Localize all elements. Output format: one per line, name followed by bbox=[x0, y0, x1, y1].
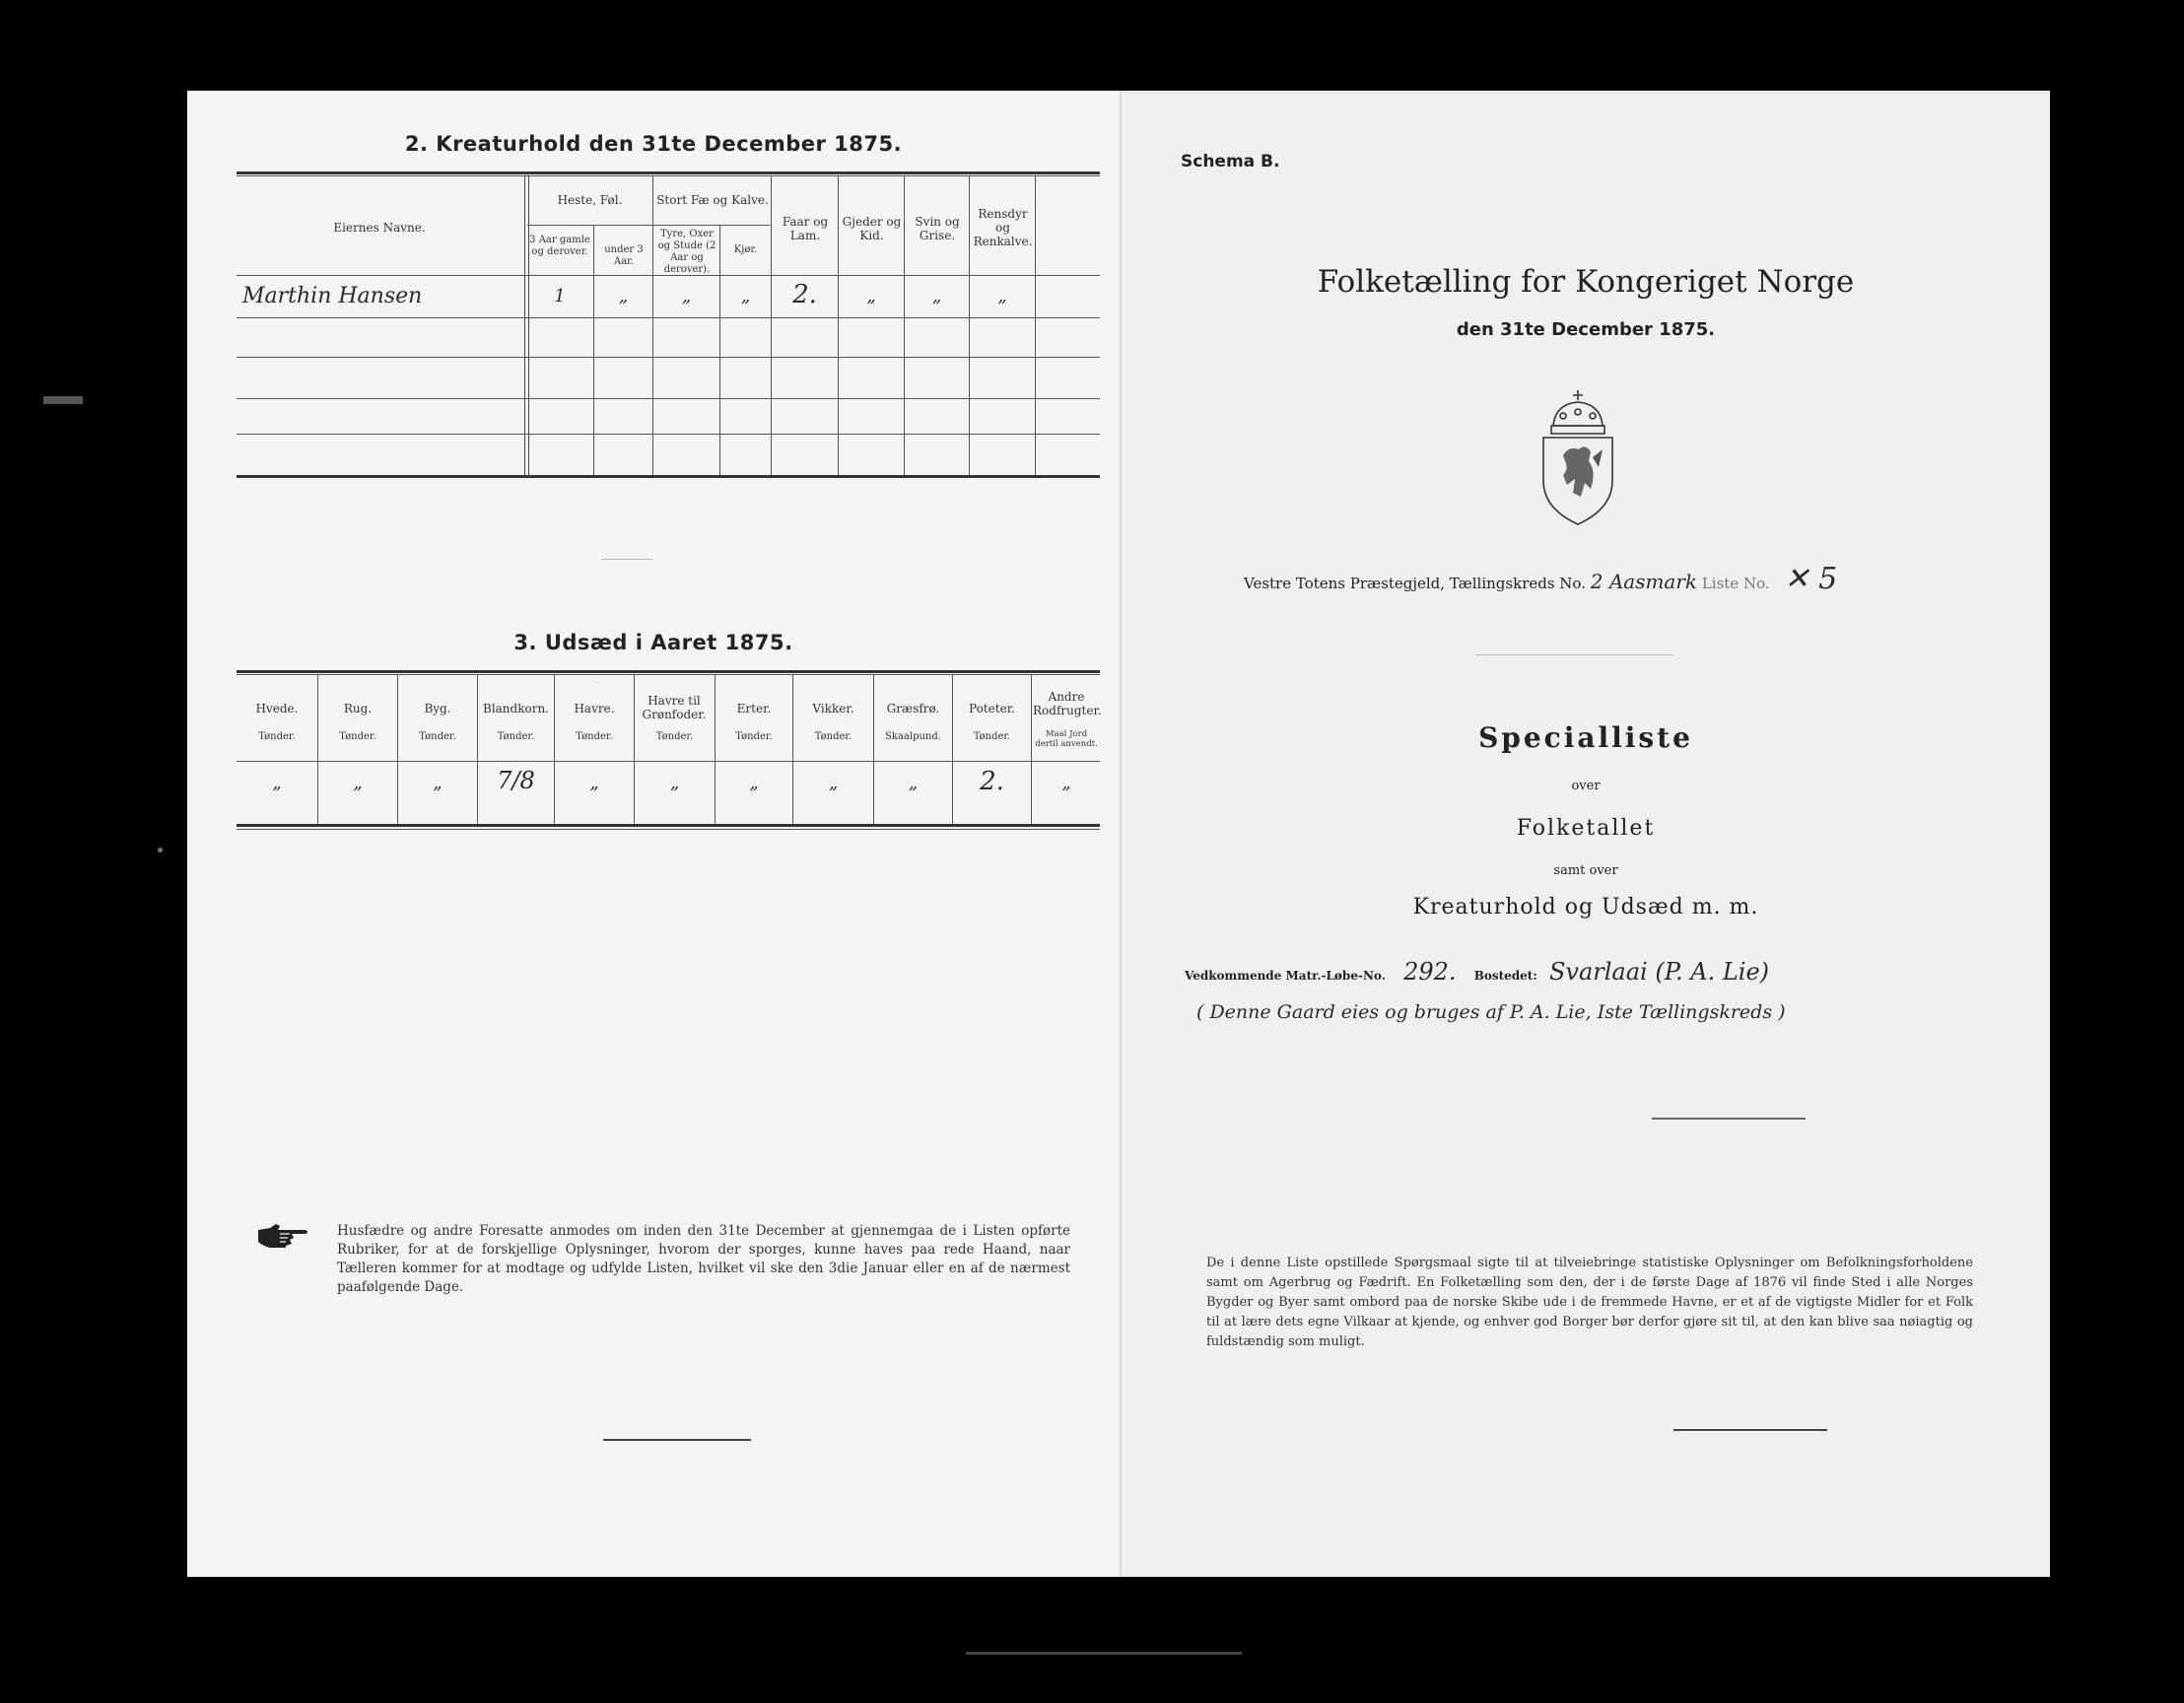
row-value: 1 bbox=[554, 286, 566, 307]
divider-rule-2 bbox=[1652, 1118, 1806, 1120]
liste-printed: Liste No. bbox=[1701, 575, 1770, 592]
table3-bottom-rule-2 bbox=[237, 829, 1100, 830]
table2-row-rule-3 bbox=[237, 398, 1100, 399]
udsaed-unit: Tønder. bbox=[973, 731, 1011, 742]
faint-mark bbox=[601, 559, 652, 560]
scan-artifact bbox=[158, 848, 163, 852]
udsaed-unit: Skaalpund. bbox=[885, 731, 941, 742]
udsaed-unit: Tønder. bbox=[576, 731, 613, 742]
udsaed-col-byg: Byg. bbox=[424, 702, 451, 715]
kreaturhold-title: Kreaturhold og Udsæd m. m. bbox=[1412, 895, 1759, 920]
col-header-under3: under 3 Aar. bbox=[604, 244, 644, 267]
udsaed-value: „ bbox=[433, 773, 443, 793]
col-header-svin: Svin og Grise. bbox=[915, 215, 960, 242]
section2-title: 2. Kreaturhold den 31te December 1875. bbox=[404, 132, 903, 156]
faint-mark bbox=[596, 682, 598, 683]
udsaed-value: „ bbox=[589, 773, 599, 793]
udsaed-unit: Tønder. bbox=[655, 731, 694, 742]
table2-vline bbox=[838, 175, 839, 475]
udsaed-value: „ bbox=[908, 773, 919, 793]
table3-vline bbox=[715, 674, 716, 824]
udsaed-col-andre: Andre Rodfrugter. bbox=[1033, 690, 1102, 717]
district-line bbox=[1244, 562, 1837, 596]
table2-row-rule-1 bbox=[237, 317, 1100, 318]
col-header-faar: Faar og Lam. bbox=[782, 215, 829, 242]
table2-sub-rule bbox=[527, 225, 770, 226]
udsaed-value: „ bbox=[828, 773, 839, 793]
col-header-3aar: 3 Aar gamle og derover. bbox=[529, 235, 590, 257]
table3-vline bbox=[634, 674, 635, 824]
udsaed-col-blandkorn: Blandkorn. bbox=[483, 702, 549, 715]
district-number-handwritten: 2 Aasmark bbox=[1590, 570, 1698, 593]
table2-vline bbox=[652, 175, 653, 475]
udsaed-col-havre: Havre. bbox=[574, 702, 615, 715]
bostedet-handwritten: Svarlaai (P. A. Lie) bbox=[1548, 958, 1770, 986]
table2-bottom-rule bbox=[237, 475, 1100, 478]
udsaed-unit: Tønder. bbox=[814, 731, 853, 742]
document-sheet bbox=[187, 91, 2048, 1577]
udsaed-value: „ bbox=[749, 773, 759, 793]
udsaed-col-havre-gronfoder: Havre til Grønfoder. bbox=[642, 694, 707, 721]
folketallet-title: Folketallet bbox=[1516, 816, 1656, 841]
row-value: „ bbox=[931, 286, 942, 307]
table2-vline bbox=[771, 175, 772, 475]
udsaed-unit: Tønder. bbox=[258, 731, 296, 742]
matr-line bbox=[1185, 958, 1769, 986]
table3-vline bbox=[792, 674, 793, 824]
specialliste-title: Specialliste bbox=[1478, 721, 1693, 754]
table3-header-rule bbox=[237, 761, 1100, 762]
table3-top-rule-2 bbox=[237, 674, 1100, 675]
row-value: „ bbox=[618, 286, 629, 307]
table3-bottom-rule bbox=[237, 824, 1100, 827]
table3-vline bbox=[397, 674, 398, 824]
udsaed-unit: Tønder. bbox=[497, 731, 535, 742]
udsaed-col-poteter: Poteter. bbox=[969, 702, 1015, 715]
liste-number-handwritten: ✕ 5 bbox=[1784, 562, 1838, 596]
udsaed-unit: Tønder. bbox=[339, 731, 376, 742]
udsaed-unit: Tønder. bbox=[735, 731, 773, 742]
row-value: „ bbox=[681, 286, 692, 307]
udsaed-value: „ bbox=[353, 773, 363, 793]
notice-text: Husfædre og andre Foresatte anmodes om inden den 31te December at gjennemgaa de i Listen opførte Rubriker, for at de forskjellige Oplysninger, hvorom der sporges, kunne haves paa rede Haand, naar Tælleren kommer for at modtage og udfylde Listen, hvilket vil ske den 3die Januar eller en af de nærmest paafølgende Dage. bbox=[337, 1223, 1070, 1295]
col-header-tyre: Tyre, Oxer og Stude (2 Aar og derover). bbox=[657, 229, 717, 275]
section3-title: 3. Udsæd i Aaret 1875. bbox=[513, 631, 793, 654]
table3-top-rule bbox=[237, 670, 1100, 673]
col-header-gjeder: Gjeder og Kid. bbox=[842, 215, 902, 242]
table2-top-rule-2 bbox=[237, 175, 1100, 176]
udsaed-col-graesfro: Græsfrø. bbox=[886, 702, 940, 715]
row-value: „ bbox=[740, 286, 751, 307]
coat-of-arms-icon bbox=[1534, 386, 1622, 528]
udsaed-col-rug: Rug. bbox=[343, 702, 373, 715]
bostedet-printed: Bostedet: bbox=[1473, 969, 1537, 983]
row-value: 2. bbox=[792, 280, 817, 309]
scan-artifact bbox=[43, 396, 83, 404]
table2-vline bbox=[904, 175, 905, 475]
udsaed-value: 2. bbox=[980, 767, 1004, 796]
right-page bbox=[1120, 91, 2050, 1577]
table2-vline bbox=[719, 225, 720, 475]
udsaed-col-vikker: Vikker. bbox=[812, 702, 854, 715]
udsaed-unit: Tønder. bbox=[419, 731, 456, 742]
udsaed-unit: Maal Jord dertil anvendt. bbox=[1035, 729, 1098, 749]
udsaed-col-erter: Erter. bbox=[736, 702, 772, 715]
udsaed-col-hvede: Hvede. bbox=[255, 702, 299, 715]
footer-text: De i denne Liste opstillede Spørgsmaal sigte til at tilveiebringe statistiske Oplysninger om Befolkningsforholdene samt om Agerbrug og Fædrift. En Folketælling som den, der i de første Dage af 1876 vil finde Sted i alle Norges Bygder og Byer samt ombord paa de norske Skibe ude i de fremmede Havne, er et af de vigtigste Midler for et Folk til at lære dets egne Vilkaar at kjende, og enhver god Borger bør derfor gjøre sit til, at den kan blive saa nøiagtig og fuldstændig som muligt. bbox=[1206, 1256, 1973, 1349]
main-title: Folketælling for Kongeriget Norge bbox=[1317, 264, 1855, 300]
table3-vline bbox=[317, 674, 318, 824]
table2-vline-owner bbox=[524, 175, 529, 477]
table2-vline bbox=[1035, 175, 1036, 475]
table2-vline bbox=[969, 175, 970, 475]
samt-over-text: samt over bbox=[1553, 863, 1618, 878]
table3-vline bbox=[554, 674, 555, 824]
row-owner-name: Marthin Hansen bbox=[242, 284, 423, 308]
udsaed-value: „ bbox=[669, 773, 680, 793]
scan-artifact bbox=[966, 1652, 1242, 1655]
col-header-kjor: Kjør. bbox=[733, 244, 758, 255]
table2-row-rule-4 bbox=[237, 434, 1100, 435]
group-heste-header: Heste, Føl. bbox=[557, 193, 623, 207]
table3-vline bbox=[952, 674, 953, 824]
main-subtitle: den 31te December 1875. bbox=[1456, 319, 1716, 340]
udsaed-value: „ bbox=[272, 773, 282, 793]
matr-printed: Vedkommende Matr.-Løbe-No. bbox=[1185, 969, 1386, 983]
table2-row-rule-2 bbox=[237, 357, 1100, 358]
left-page bbox=[187, 91, 1120, 1577]
matr-number-handwritten: 292. bbox=[1403, 958, 1457, 986]
col-header-rensdyr: Rensdyr og Renkalve. bbox=[973, 207, 1033, 248]
row-value: „ bbox=[866, 286, 876, 307]
udsaed-value: 7/8 bbox=[497, 767, 535, 794]
table2-top-rule bbox=[237, 171, 1100, 174]
district-printed: Vestre Totens Præstegjeld, Tællingskreds No. bbox=[1244, 575, 1586, 592]
row-value: „ bbox=[997, 286, 1007, 307]
bottom-rule bbox=[1673, 1429, 1827, 1431]
table3-vline bbox=[1031, 674, 1032, 824]
pointing-hand-icon bbox=[256, 1222, 311, 1250]
divider-rule bbox=[1476, 654, 1673, 655]
table2-vline bbox=[593, 225, 594, 475]
table3-vline bbox=[477, 674, 478, 824]
group-stort-header: Stort Fæ og Kalve. bbox=[656, 193, 769, 207]
table3-vline bbox=[873, 674, 874, 824]
bottom-ornament-rule bbox=[603, 1439, 751, 1441]
owner-header: Eiernes Navne. bbox=[333, 221, 426, 235]
udsaed-value: „ bbox=[1061, 773, 1071, 793]
over-text: over bbox=[1571, 779, 1601, 793]
handwritten-note: ( Denne Gaard eies og bruges af P. A. Lie, Iste Tællingskreds ) bbox=[1196, 1001, 1786, 1023]
schema-label: Schema B. bbox=[1181, 152, 1280, 171]
